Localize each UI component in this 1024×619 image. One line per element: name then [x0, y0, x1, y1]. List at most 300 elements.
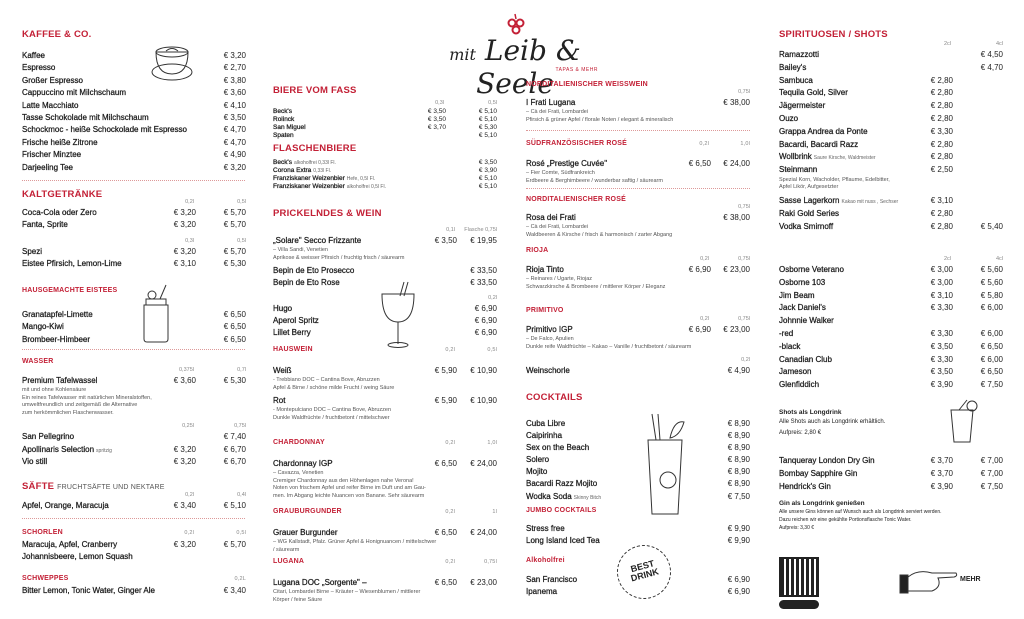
section-heading — [22, 286, 246, 296]
item-name: Ipanema — [526, 587, 558, 596]
item-price-large: € 6,00 — [979, 328, 1003, 341]
menu-item — [779, 455, 1003, 468]
section-wasser — [22, 357, 246, 469]
item-price-small: € 3,20 — [172, 539, 196, 551]
size-label: 0,2l — [488, 295, 497, 301]
size-label: 0,7l — [237, 367, 246, 373]
description-line: Schwarzkirsche & Brombeere / mittlerer Körper / Eleganz — [526, 283, 666, 290]
size-label: 0,1l — [446, 227, 455, 233]
longdrink-note — [779, 409, 885, 438]
section-schweppes — [22, 574, 246, 597]
description-line: – Cavazza, Venetien — [273, 470, 324, 476]
section-heading — [526, 506, 750, 516]
item-name: Lillet Berry — [273, 328, 311, 337]
description-line: – Cà dei Frati, Lombardei — [526, 109, 589, 115]
item-price-large: € 6,90 — [727, 587, 750, 596]
item-name: Caipirinha — [526, 431, 563, 441]
size-label: 1,0l — [740, 141, 750, 147]
item-price-small: € 3,50 — [427, 108, 446, 115]
item-price-large: € 5,10 — [478, 132, 497, 139]
menu-item — [779, 290, 1003, 303]
section-primitivo — [526, 306, 750, 377]
item-name: Steinmann — [779, 165, 818, 175]
size-header — [22, 198, 246, 207]
item-price-small: € 3,40 — [172, 500, 196, 512]
item-price-small: € 3,70 — [929, 468, 953, 481]
section-jumbo — [526, 506, 750, 547]
item-price-large: € 3,80 — [222, 75, 246, 87]
menu-item — [526, 97, 750, 109]
item-price-small: € 3,30 — [929, 302, 953, 315]
description-line: – De Falco, Apulien — [526, 336, 574, 342]
description-line: umweltfreundlich und zeitgemäß die Alternative — [22, 402, 138, 409]
size-label: 0,5l — [236, 530, 246, 536]
description-line: Aprikose & weisser Pfirsich / fruchtig frisch / säurearm — [273, 254, 405, 261]
longdrink-note-title: Shots als Longdrink — [779, 409, 842, 416]
item-price-small: € 3,20 — [172, 219, 196, 231]
item-price-large: € 6,90 — [474, 316, 497, 325]
item-name: Long Island Iced Tea — [526, 536, 600, 545]
menu-item — [779, 113, 1003, 126]
item-note: alkoholfrei 0,33l Fl. — [293, 160, 336, 166]
item-price-small: € 3,60 — [172, 375, 196, 387]
item-price-small: € 6,50 — [434, 459, 457, 468]
menu-item — [273, 159, 497, 167]
size-label: 0,2l — [184, 530, 194, 536]
item-description — [779, 177, 1003, 192]
section-title: SPIRITUOSEN / SHOTS — [779, 29, 888, 40]
best-drink-stamp: BEST DRINK — [611, 539, 677, 605]
item-description — [273, 589, 497, 604]
section-title: JUMBO COCKTAILS — [526, 507, 597, 514]
item-price-large: € 24,00 — [470, 528, 497, 537]
grapes-icon — [504, 12, 528, 36]
size-label: 1l — [492, 509, 497, 515]
item-price-large: € 6,50 — [979, 341, 1003, 354]
menu-item — [779, 341, 1003, 354]
item-description — [526, 276, 750, 291]
item-name: Bacardi, Bacardi Razz — [779, 139, 859, 149]
section-title: HAUSGEMACHTE EISTEES — [22, 287, 118, 294]
item-name: Solero — [526, 455, 550, 465]
item-name: Frischer Minztee — [22, 150, 82, 160]
section-heading — [526, 139, 750, 149]
menu-item — [22, 539, 246, 551]
item-price-large: € 3,60 — [222, 87, 246, 99]
section-title: SÄFTE — [22, 481, 55, 492]
longdrink-glass-icon — [945, 398, 981, 444]
item-name: Bombay Sapphire Gin — [779, 468, 858, 478]
size-label: 0,3l — [185, 237, 194, 244]
item-name: Tanqueray London Dry Gin — [779, 456, 875, 465]
item-price-large: € 7,50 — [726, 491, 750, 503]
section-heading — [273, 507, 497, 517]
section-gin — [779, 455, 1003, 493]
section-heading — [22, 28, 246, 42]
item-price-large: € 5,10 — [478, 183, 497, 190]
item-price-large: € 5,30 — [222, 375, 246, 387]
size-header — [779, 255, 1003, 264]
size-header — [526, 255, 750, 264]
description-line: zum herkömmlichen Flaschenwasser. — [22, 409, 114, 416]
description-line: Dunkle Waldfrüchte / fruchtbetont / mittelschwer — [273, 414, 390, 421]
item-price-large: € 3,20 — [222, 50, 246, 62]
item-note: Skinny Bitch — [573, 494, 602, 501]
section-title: HAUSWEIN — [273, 346, 313, 353]
menu-item — [779, 75, 1003, 88]
item-note: Kakao mit nuss , Sechser — [841, 198, 899, 205]
item-price-small: € 3,70 — [427, 124, 446, 131]
item-name: Apfel, Orange, Maracuja — [22, 501, 109, 510]
item-name: Johnnie Walker — [779, 316, 834, 326]
item-price-large: € 6,70 — [222, 444, 246, 456]
size-label: 0,2l — [445, 347, 455, 353]
menu-item — [779, 379, 1003, 392]
item-name: Cappuccino mit Milchschaum — [22, 88, 127, 98]
description-line: Apfel Likör, Aufgesetzter — [779, 184, 839, 191]
wine-glass-icon — [378, 280, 418, 350]
section-title: FLASCHENBIERE — [273, 143, 357, 154]
description-line: Apfel & Birne / schöne milde Frucht / weing Säure — [273, 384, 395, 391]
menu-item — [22, 246, 246, 258]
item-name: Spezi — [22, 246, 43, 256]
menu-item — [273, 167, 497, 175]
menu-item — [273, 116, 497, 124]
item-price-large: € 5,70 — [222, 539, 246, 551]
item-name: Jameson — [779, 367, 812, 377]
coffee-cup-icon — [148, 42, 198, 84]
item-name: Ramazzotti — [779, 50, 820, 59]
menu-item — [273, 527, 497, 539]
size-label: 0,5l — [488, 100, 497, 106]
size-label: 0,2l — [445, 559, 455, 565]
menu-item — [526, 365, 750, 377]
item-price-small: € 2,80 — [929, 113, 953, 126]
size-label: 2cl — [943, 256, 951, 262]
item-name: Vio still — [22, 457, 48, 467]
menu-item — [779, 468, 1003, 481]
item-price-large: € 4,90 — [222, 149, 246, 161]
description-line: Waldbeeren & Kirsche / frisch & harmonisch / zarter Abgang — [526, 231, 673, 238]
section-kaffee — [22, 28, 246, 174]
menu-item — [22, 50, 246, 62]
description-line: Ein reines Tafelwasser mit natürlichen Mineralstoffen, — [22, 394, 152, 401]
item-price-small: € 2,80 — [929, 75, 953, 88]
menu-item — [526, 212, 750, 224]
section-title: COCKTAILS — [526, 392, 583, 403]
menu-item — [22, 309, 246, 321]
menu-item — [779, 315, 1003, 328]
item-name: Ouzo — [779, 113, 799, 123]
item-price-small: € 2,80 — [929, 151, 953, 164]
menu-item — [779, 264, 1003, 277]
description-line: Körper / feine Säure — [273, 596, 323, 603]
qr-code[interactable] — [779, 557, 819, 597]
menu-item — [526, 478, 750, 490]
description-line: Citari, Lombardei Birne – Kräuter – Wiesenblumen / mittlerer — [273, 589, 421, 595]
menu-item — [273, 365, 497, 377]
size-label: 0,75l — [738, 204, 750, 210]
gin-note-line: Dazu reichen wir eine gekühlte Portionsflasche Tonic Water. — [779, 517, 912, 523]
size-header — [273, 99, 497, 108]
item-description — [273, 470, 497, 500]
section-title: PRIMITIVO — [526, 307, 564, 314]
item-name: Sambuca — [779, 75, 813, 85]
item-price-large: € 33,50 — [470, 278, 497, 287]
item-price-large: € 3,50 — [222, 112, 246, 124]
menu-item — [22, 124, 246, 136]
item-name: Espresso — [22, 63, 56, 73]
item-name: Fanta, Sprite — [22, 220, 68, 230]
item-price-large: € 24,00 — [470, 459, 497, 468]
more-label: MEHR — [960, 576, 981, 583]
menu-item — [779, 126, 1003, 139]
item-description — [526, 336, 750, 351]
size-label: 0,2L — [234, 576, 246, 582]
item-name: Chardonnay IGP — [273, 459, 333, 468]
item-price-large: € 4,90 — [727, 366, 750, 375]
item-price-small: € 2,80 — [929, 221, 953, 234]
section-title: Alkoholfrei — [526, 557, 565, 564]
item-price-large: € 8,90 — [726, 454, 750, 466]
item-name: Vodka Smirnoff — [779, 221, 834, 231]
menu-item — [526, 454, 750, 466]
menu-item — [779, 302, 1003, 315]
item-price-small: € 6,90 — [688, 325, 711, 334]
menu-item — [22, 162, 246, 174]
item-name: -red — [779, 328, 794, 338]
size-header — [22, 491, 246, 500]
item-price-large: € 33,50 — [470, 266, 497, 275]
section-spirits — [779, 28, 1003, 233]
item-name: Wollbrink — [779, 152, 812, 162]
item-name: Cuba Libre — [526, 419, 566, 428]
item-price-large: € 6,90 — [727, 575, 750, 584]
item-price-large: € 7,40 — [222, 431, 246, 443]
section-title: WASSER — [22, 358, 54, 365]
item-name: Jim Beam — [779, 290, 815, 300]
item-price-small: € 3,50 — [427, 116, 446, 123]
section-title: BIERE VOM FASS — [273, 85, 357, 96]
item-price-small: € 2,80 — [929, 100, 953, 113]
item-price-small: € 5,90 — [434, 396, 457, 405]
section-title: CHARDONNAY — [273, 439, 325, 446]
item-price-small: € 3,50 — [434, 236, 457, 245]
item-name: Frische heiße Zitrone — [22, 137, 98, 147]
menu-item — [779, 87, 1003, 100]
item-price-large: € 23,00 — [470, 578, 497, 587]
section-title: SCHORLEN — [22, 529, 63, 536]
item-price-small: € 2,80 — [929, 208, 953, 221]
menu-item — [526, 430, 750, 442]
description-line: Dunkle reife Waldfrüchte – Kakao – Vanille / fruchtbetont / säurearm — [526, 343, 692, 350]
size-label: 4cl — [995, 41, 1003, 47]
size-label: 0,75l — [738, 89, 750, 95]
item-price-small: € 2,80 — [929, 139, 953, 152]
section-cocktails — [526, 391, 750, 503]
section-flaschen — [273, 142, 497, 191]
item-name: Corona Extra — [273, 167, 312, 174]
item-price-small: € 3,90 — [929, 379, 953, 392]
menu-item — [779, 366, 1003, 379]
menu-item — [526, 442, 750, 454]
menu-item — [779, 195, 1003, 208]
item-price-large: € 38,00 — [723, 213, 750, 222]
menu-item — [779, 151, 1003, 164]
section-chardonnay — [273, 438, 497, 503]
item-name: Kaffee — [22, 51, 45, 60]
item-price-small: € 6,50 — [434, 528, 457, 537]
gin-note-line: Alle unsere Gins können auf Wunsch auch als Longdrink serviert werden. — [779, 509, 942, 515]
section-title: KAFFEE & CO. — [22, 29, 92, 40]
item-price-small: € 3,00 — [929, 277, 953, 290]
item-price-small: € 3,90 — [929, 481, 953, 494]
item-note: Hefe, 0,5l Fl. — [346, 176, 376, 182]
size-label: 0,75l — [738, 256, 750, 262]
item-name: Franziskaner Weizenbier — [273, 175, 345, 182]
section-schorlen — [22, 528, 246, 564]
size-label: 0,75l — [234, 423, 246, 430]
item-price-small: € 6,90 — [688, 265, 711, 274]
item-name: Aperol Spritz — [273, 316, 319, 325]
item-name: Raki Gold Series — [779, 208, 840, 218]
item-price-large: € 4,10 — [222, 100, 246, 112]
description-line: / säurearm — [273, 546, 300, 553]
item-price-large: € 38,00 — [723, 98, 750, 107]
item-price-small: € 2,50 — [929, 164, 953, 177]
item-price-small: € 3,20 — [172, 246, 196, 258]
item-name: Sex on the Beach — [526, 443, 590, 453]
item-price-small: € 3,30 — [929, 126, 953, 139]
item-price-large: € 8,90 — [726, 466, 750, 478]
menu-item — [779, 100, 1003, 113]
section-heading — [22, 528, 246, 538]
section-subtitle: FRUCHTSÄFTE UND NEKTARE — [57, 484, 165, 491]
item-note: Saure Kirsche, Waldmeister — [813, 155, 876, 162]
item-name: Weinschorle — [526, 366, 570, 375]
menu-item — [273, 108, 497, 116]
section-heading — [273, 557, 497, 567]
divider — [22, 349, 245, 350]
section-title: PRICKELNDES & WEIN — [273, 208, 382, 219]
section-title: LUGANA — [273, 558, 305, 565]
item-name: Großer Espresso — [22, 75, 83, 85]
item-name: Latte Macchiato — [22, 100, 79, 110]
menu-item — [22, 100, 246, 112]
item-price-large: € 5,30 — [222, 258, 246, 270]
divider — [22, 518, 245, 519]
size-label: 0,4l — [237, 492, 246, 498]
item-price-large: € 10,90 — [470, 396, 497, 405]
item-price-large: € 19,95 — [470, 236, 497, 245]
item-name: Bailey's — [779, 62, 807, 72]
item-price-small: € 6,50 — [688, 159, 711, 168]
item-price-large: € 4,50 — [979, 49, 1003, 62]
menu-item — [22, 444, 246, 456]
item-price-large: € 6,50 — [222, 321, 246, 333]
size-label: 0,2l — [700, 256, 709, 262]
item-name: Rot — [273, 396, 286, 405]
size-header — [526, 315, 750, 324]
item-name: Grauer Burgunder — [273, 528, 338, 537]
item-description — [22, 387, 246, 417]
item-name: Tequila Gold, Silver — [779, 88, 848, 98]
size-label: 0,3l — [435, 100, 444, 106]
menu-item — [22, 137, 246, 149]
item-price-small: € 3,20 — [172, 456, 196, 468]
item-price-small: € 3,10 — [929, 290, 953, 303]
section-heading — [273, 207, 497, 221]
item-name: Grappa Andrea da Ponte — [779, 126, 868, 136]
item-name: Sasse Lagerkorn — [779, 195, 840, 205]
item-price-large: € 7,50 — [979, 481, 1003, 494]
menu-item — [779, 277, 1003, 290]
description-line: Erdbeere & Berghimbeere / wunderbar saftig / säurearm — [526, 177, 663, 184]
divider — [22, 180, 245, 181]
item-price-large: € 6,70 — [222, 456, 246, 468]
section-heading — [526, 391, 750, 405]
item-price-large: € 5,40 — [979, 221, 1003, 234]
item-price-large: € 5,60 — [979, 277, 1003, 290]
qr-badge — [779, 600, 819, 609]
item-name: Maracuja, Apfel, Cranberry — [22, 540, 118, 549]
item-name: I Frati Lugana — [526, 98, 576, 107]
size-label: Flasche 0,75l — [464, 227, 497, 233]
description-line: Spezial Korn, Wacholder, Pflaume, Edelbitter, — [779, 176, 890, 183]
menu-item — [273, 175, 497, 183]
item-name: Bitter Lemon, Tonic Water, Ginger Ale — [22, 586, 155, 595]
item-name: San Pellegrino — [22, 432, 75, 442]
menu-item — [273, 124, 497, 132]
size-label: 0,2l — [445, 509, 455, 515]
item-description — [273, 377, 497, 392]
section-hauswein — [273, 345, 497, 425]
item-price-large: € 5,10 — [478, 108, 497, 115]
logo-wordmark: mit Leib & Seele — [449, 34, 581, 100]
menu-item — [779, 139, 1003, 152]
description-line: – WG Kallstadt, Pfalz. Grüner Apfel & Honignuancen / mittelschwer — [273, 539, 437, 545]
item-name: Primitivo IGP — [526, 325, 573, 334]
size-label: 0,2l — [741, 357, 750, 363]
item-name: Mango-Kiwi — [22, 322, 64, 332]
item-price-large: € 4,70 — [222, 137, 246, 149]
item-price-large: € 6,50 — [222, 309, 246, 321]
size-label: 0,2l — [185, 199, 194, 205]
item-price-large: € 5,70 — [222, 207, 246, 219]
item-price-large: € 3,50 — [478, 159, 497, 166]
menu-item — [273, 132, 497, 140]
size-header — [273, 226, 497, 235]
item-price-small: € 6,50 — [434, 578, 457, 587]
menu-item — [22, 112, 246, 124]
item-price-large: € 23,00 — [723, 265, 750, 274]
item-name: Bepin de Eto Prosecco — [273, 266, 355, 275]
item-name: Coca-Cola oder Zero — [22, 208, 97, 217]
description-line: – Reinares / Ugarte, Riojaz — [526, 276, 593, 282]
item-name: Tasse Schokolade mit Milchschaum — [22, 112, 149, 122]
menu-item — [22, 551, 246, 563]
size-header — [526, 203, 750, 212]
menu-item — [526, 466, 750, 478]
section-heading — [273, 438, 497, 448]
item-price-small: € 3,20 — [172, 444, 196, 456]
size-label: 0,2l — [445, 440, 455, 446]
item-name: Schockmoc - heiße Schockolade mit Espresso — [22, 125, 187, 135]
item-price-large: € 10,90 — [470, 366, 497, 375]
item-price-large: € 4,70 — [222, 124, 246, 136]
menu-item — [22, 431, 246, 443]
item-description — [526, 224, 750, 239]
